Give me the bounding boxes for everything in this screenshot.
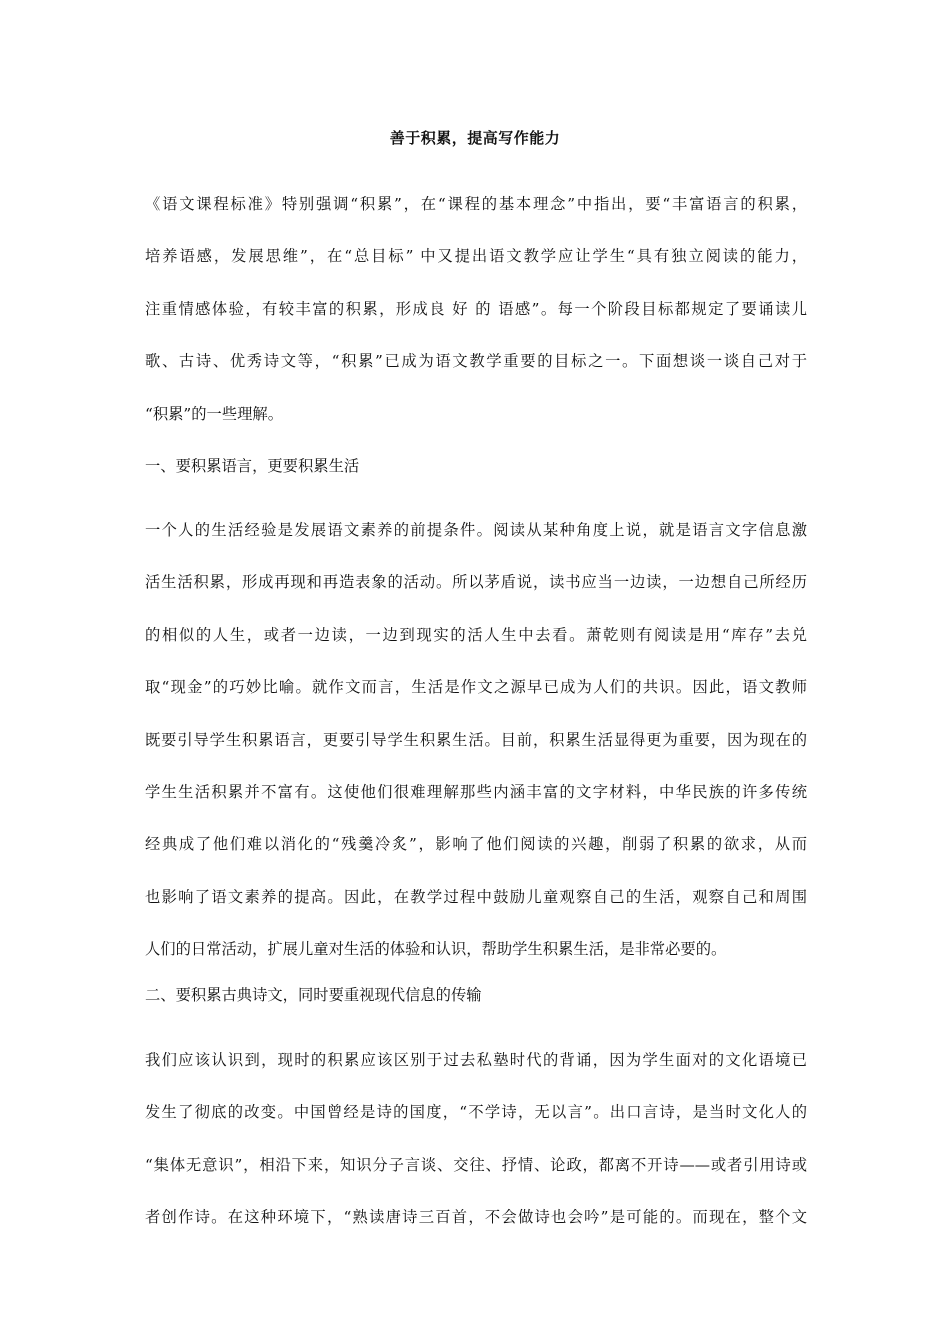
section1-line: 的相似的人生，或者一边读，一边到现实的活人生中去看。萧乾则有阅读是用“库存”去兑 [145,625,807,644]
section2-line: “集体无意识”，相沿下来，知识分子言谈、交往、抒情、论政，都离不开诗——或者引用诗或 [145,1155,807,1174]
section1-line: 取“现金”的巧妙比喻。就作文而言，生活是作文之源早已成为人们的共识。因此，语文教师 [145,678,807,697]
intro-line: 《语文课程标准》特别强调“积累”，在“课程的基本理念”中指出，要“丰富语言的积累， [145,195,807,213]
section1-line: 也影响了语文素养的提高。因此，在教学过程中鼓励儿童观察自己的生活，观察自己和周围 [145,887,807,906]
document-title: 善于积累，提高写作能力 [389,129,561,147]
section1-line: 既要引导学生积累语言，更要引导学生积累生活。目前，积累生活显得更为重要，因为现在的 [145,730,807,749]
section2-line: 者创作诗。在这种环境下，“熟读唐诗三百首，不会做诗也会吟”是可能的。而现在，整个文 [145,1208,807,1227]
intro-line: “积累”的一些理解。 [145,404,284,423]
intro-line: 注重情感体验，有较丰富的积累，形成良 好 的 语感”。每一个阶段目标都规定了要诵读儿 [145,299,807,318]
section1-line: 活生活积累，形成再现和再造表象的活动。所以茅盾说，读书应当一边读，一边想自己所经历 [145,573,807,592]
section1-line: 一个人的生活经验是发展语文素养的前提条件。阅读从某种角度上说，就是语言文字信息激 [145,521,807,539]
section1-paragraph [145,504,807,976]
intro-paragraph [145,178,807,440]
section-heading-2: 二、要积累古典诗文，同时要重视现代信息的传输 [145,986,482,1004]
intro-line: 培养语感，发展思维”，在“总目标” 中又提出语文教学应让学生“具有独立阅读的能力， [145,247,807,266]
section-heading-1: 一、要积累语言，更要积累生活 [145,457,360,475]
section2-paragraph [145,1034,807,1244]
section1-line: 人们的日常活动，扩展儿童对生活的体验和认识，帮助学生积累生活，是非常必要的。 [145,940,727,959]
section1-line: 经典成了他们难以消化的“残羹冷炙”，影响了他们阅读的兴趣，削弱了积累的欲求，从而 [145,835,807,854]
section1-line: 学生生活积累并不富有。这使他们很难理解那些内涵丰富的文字材料，中华民族的许多传统 [145,783,807,802]
intro-line: 歌、古诗、优秀诗文等，“积累”已成为语文教学重要的目标之一。下面想谈一谈自己对于 [145,352,807,371]
section2-line: 发生了彻底的改变。中国曾经是诗的国度，“不学诗，无以言”。出口言诗，是当时文化人的 [145,1103,807,1122]
section2-line: 我们应该认识到，现时的积累应该区别于过去私塾时代的背诵，因为学生面对的文化语境已 [145,1051,807,1069]
